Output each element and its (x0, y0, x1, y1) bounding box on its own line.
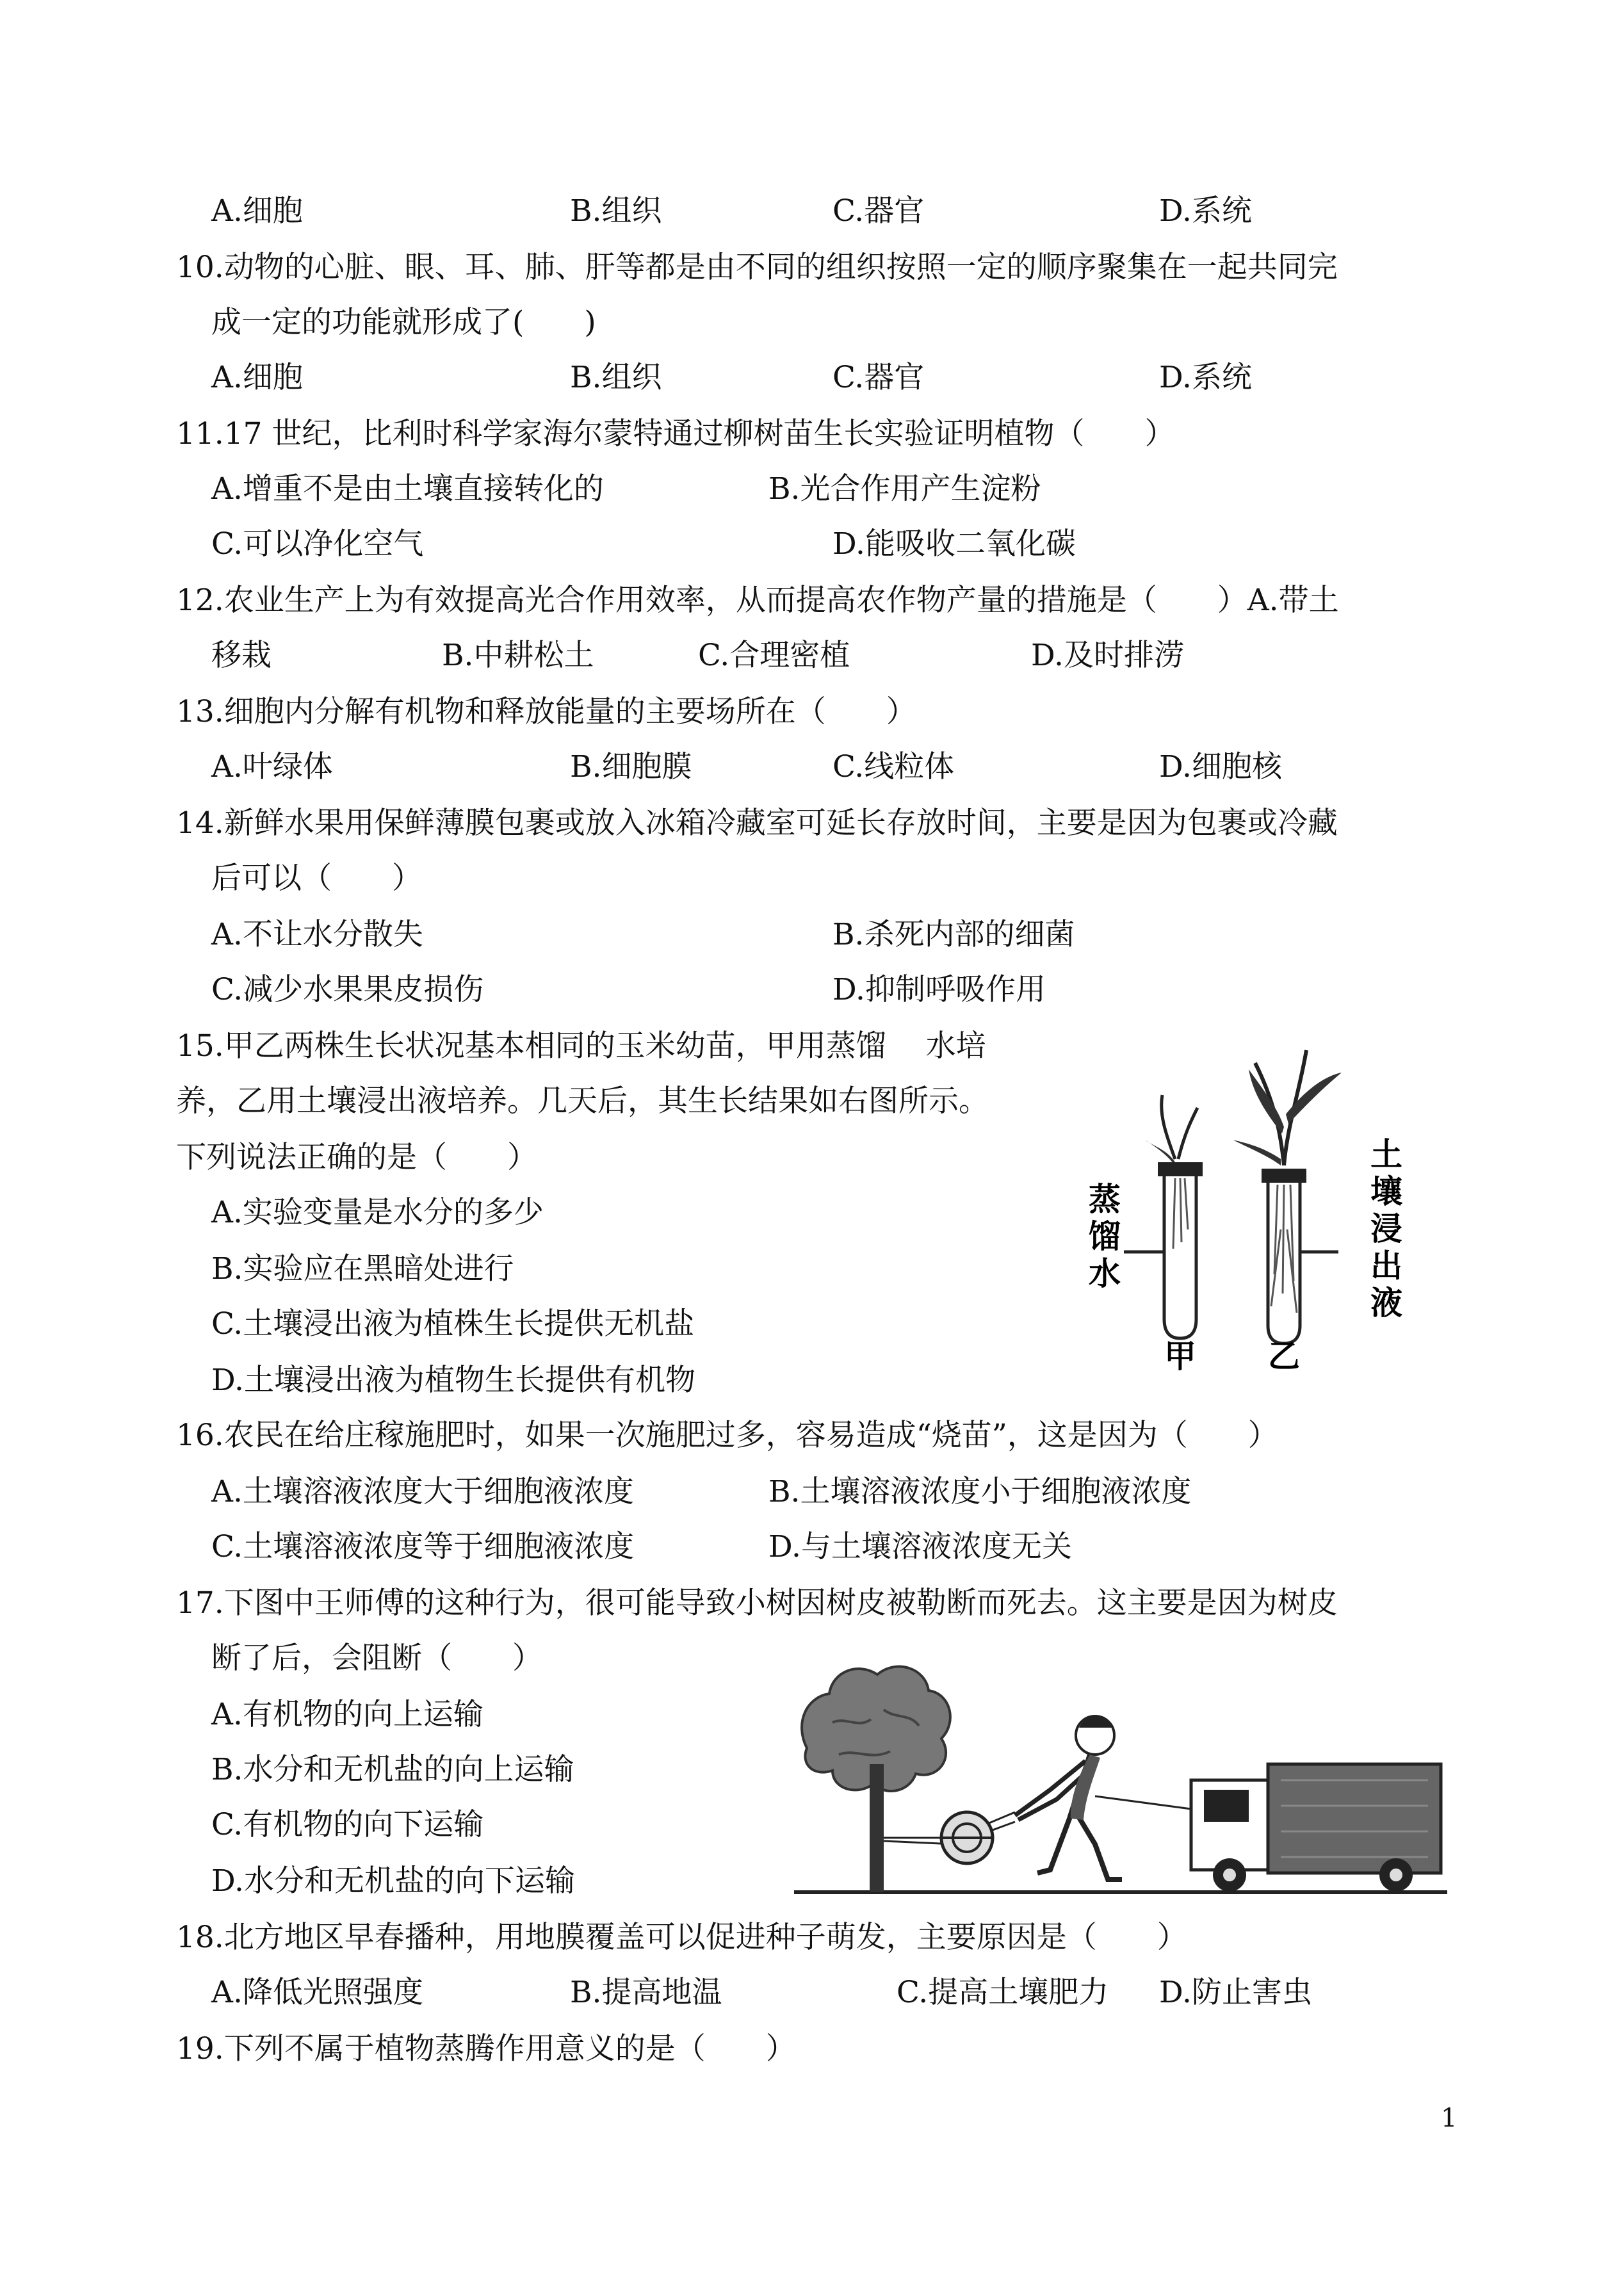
text-line: B.组织 (570, 193, 662, 229)
text-line: B.水分和无机盐的向上运输 (211, 1752, 574, 1787)
text-line: 15.甲乙两株生长状况基本相同的玉米幼苗，甲用蒸馏 水培 (176, 1028, 986, 1064)
text-line: C.土壤溶液浓度等于细胞液浓度 (211, 1529, 635, 1564)
text-line: D.系统 (1159, 360, 1252, 395)
text-line: 断了后，会阻断（ ） (211, 1641, 542, 1676)
text-line: C.合理密植 (698, 638, 850, 673)
text-line: 养，乙用土壤浸出液培养。几天后，其生长结果如右图所示。 (176, 1083, 989, 1119)
text-line: 成一定的功能就形成了( ) (211, 305, 596, 340)
text-line: A.细胞 (211, 360, 303, 395)
text-line: 14.新鲜水果用保鲜薄膜包裹或放入冰箱冷藏室可延长存放时间，主要是因为包裹或冷藏 (176, 806, 1338, 841)
tube-jia-label: 甲 (1164, 1338, 1196, 1370)
text-line: C.提高土壤肥力 (897, 1975, 1109, 2010)
text-line: 移栽 (211, 638, 272, 673)
text-line: B.组织 (570, 360, 662, 395)
text-line: C.器官 (832, 360, 925, 395)
distilled-water-label: 蒸馏水 (1089, 1181, 1121, 1292)
text-line: 16.农民在给庄稼施肥时，如果一次施肥过多，容易造成“烧苗”，这是因为（ ） (176, 1418, 1278, 1453)
text-line: C.土壤浸出液为植株生长提供无机盐 (211, 1306, 695, 1342)
text-line: A.土壤溶液浓度大于细胞液浓度 (211, 1474, 634, 1509)
text-line: A.叶绿体 (211, 749, 333, 784)
text-line: B.实验应在黑暗处进行 (211, 1251, 514, 1286)
text-line: A.实验变量是水分的多少 (211, 1195, 544, 1230)
text-line: D.防止害虫 (1159, 1975, 1312, 2010)
text-line: D.抑制呼吸作用 (832, 972, 1046, 1007)
text-line: D.与土壤溶液浓度无关 (768, 1529, 1072, 1564)
tree-truck-figure (794, 1652, 1447, 1908)
text-line: C.线粒体 (832, 749, 955, 784)
text-line: A.细胞 (211, 193, 303, 229)
text-line: A.增重不是由土壤直接转化的 (211, 471, 604, 507)
text-line: 13.细胞内分解有机物和释放能量的主要场所在（ ） (176, 694, 916, 729)
text-line: 10.动物的心脏、眼、耳、肺、肝等都是由不同的组织按照一定的顺序聚集在一起共同完 (176, 250, 1338, 285)
text-line: B.提高地温 (570, 1975, 722, 2010)
text-line: 后可以（ ） (211, 861, 422, 896)
text-line: 19.下列不属于植物蒸腾作用意义的是（ ） (176, 2031, 796, 2066)
text-line: B.细胞膜 (570, 749, 692, 784)
text-line: D.能吸收二氧化碳 (832, 526, 1076, 562)
text-line: C.减少水果果皮损伤 (211, 972, 484, 1007)
soil-extract-label: 土壤浸出液 (1370, 1136, 1402, 1322)
text-line: 12.农业生产上为有效提高光合作用效率，从而提高农作物产量的措施是（ ）A.带土 (176, 583, 1339, 618)
text-line: 下列说法正确的是（ ） (176, 1140, 537, 1175)
text-line: B.杀死内部的细菌 (832, 917, 1075, 952)
text-line: A.有机物的向上运输 (211, 1697, 483, 1732)
text-line: D.细胞核 (1159, 749, 1282, 784)
text-line: D.水分和无机盐的向下运输 (211, 1863, 575, 1899)
text-line: D.系统 (1159, 193, 1252, 229)
text-line: B.土壤溶液浓度小于细胞液浓度 (768, 1474, 1192, 1509)
text-line: C.可以净化空气 (211, 526, 424, 562)
page-number: 1 (1441, 2104, 1458, 2133)
text-line: A.不让水分散失 (211, 917, 423, 952)
text-line: A.降低光照强度 (211, 1975, 423, 2010)
text-line: B.光合作用产生淀粉 (768, 471, 1041, 507)
text-line: C.器官 (832, 193, 925, 229)
text-line: D.土壤浸出液为植物生长提供有机物 (211, 1363, 695, 1398)
text-line: B.中耕松土 (442, 638, 594, 673)
text-line: D.及时排涝 (1031, 638, 1184, 673)
seedlings-figure (1089, 1037, 1447, 1370)
tube-yi-label: 乙 (1268, 1338, 1300, 1370)
text-line: C.有机物的向下运输 (211, 1807, 484, 1842)
text-line: 17.下图中王师傅的这种行为，很可能导致小树因树皮被勒断而死去。这主要是因为树皮 (176, 1585, 1338, 1621)
text-line: 11.17 世纪，比利时科学家海尔蒙特通过柳树苗生长实验证明植物（ ） (176, 416, 1175, 451)
text-line: 18.北方地区早春播种，用地膜覆盖可以促进种子萌发，主要原因是（ ） (176, 1920, 1187, 1955)
